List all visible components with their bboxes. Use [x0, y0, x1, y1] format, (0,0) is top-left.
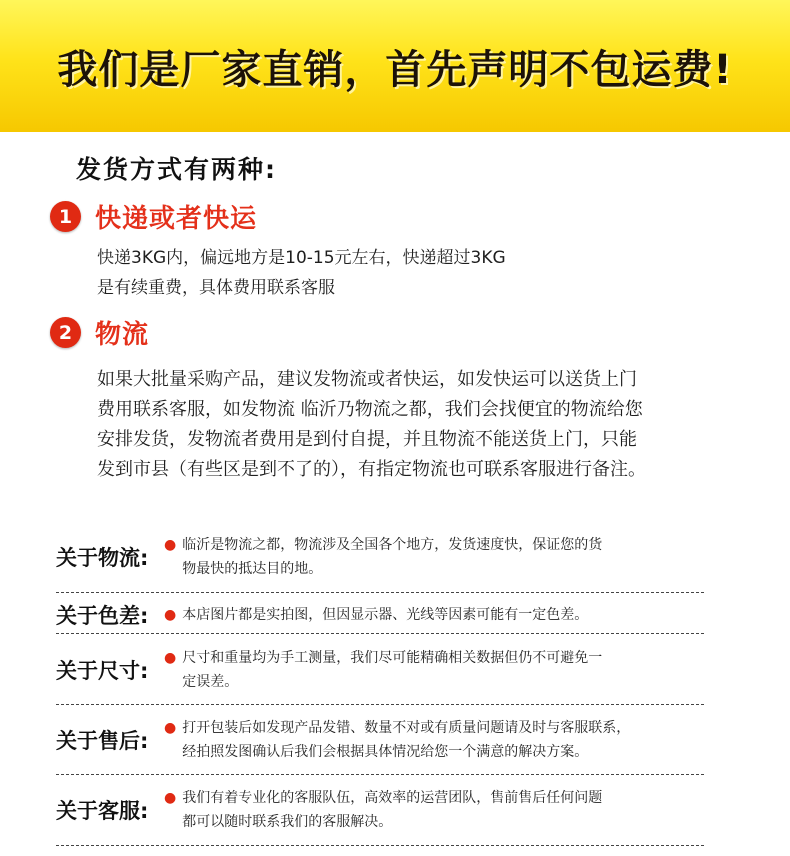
- note-line: 尺寸和重量均为手工测量，我们尽可能精确相关数据但仍不可避免一: [182, 650, 603, 666]
- note-label: 关于售后:: [56, 729, 149, 753]
- note-size: [56, 646, 706, 694]
- shipping-method-logistics: [50, 314, 646, 485]
- note-line: 物最快的抵达目的地。: [182, 561, 323, 577]
- note-after-sales: [56, 716, 706, 764]
- note-customer-service: [56, 786, 706, 834]
- note-line: 我们有着专业化的客服队伍，高效率的运营团队，售前售后任何问题: [182, 790, 603, 806]
- note-line: 定误差。: [182, 674, 239, 690]
- dashed-divider: [56, 845, 704, 846]
- note-text: [182, 603, 588, 627]
- note-line: 本店图片都是实拍图，但因显示器、光线等因素可能有一定色差。: [182, 607, 589, 623]
- note-label: 关于尺寸:: [56, 659, 149, 683]
- note-line: 临沂是物流之都，物流涉及全国各个地方，发货速度快，保证您的货: [182, 537, 603, 553]
- bullet-icon: ●: [164, 650, 177, 666]
- note-text: [182, 716, 630, 764]
- description-line: 费用联系客服，如发物流 临沂乃物流之都，我们会找便宜的物流给您: [97, 399, 643, 420]
- note-text: [182, 533, 602, 581]
- note-text: [182, 786, 602, 834]
- description-line: 快递3KG内，偏远地方是10-15元左右，快递超过3KG: [97, 248, 506, 268]
- shipping-methods-heading: 发货方式有两种:: [76, 155, 277, 184]
- method-header: [50, 314, 646, 351]
- shipping-method-express: [50, 198, 506, 303]
- note-body: [164, 603, 588, 627]
- note-body: [164, 786, 602, 834]
- bullet-icon: ●: [164, 720, 177, 736]
- note-body: [164, 646, 602, 694]
- description-line: 安排发货，发物流者费用是到付自提，并且物流不能送货上门，只能: [97, 429, 637, 450]
- method-title: 物流: [95, 320, 150, 350]
- method-header: [50, 198, 506, 235]
- description-line: 如果大批量采购产品，建议发物流或者快运，如发快运可以送货上门: [97, 369, 637, 390]
- number-badge-1: 1: [50, 201, 81, 232]
- note-line: 都可以随时联系我们的客服解决。: [182, 814, 393, 830]
- note-label: 关于色差:: [56, 604, 149, 628]
- description-line: 发到市县（有些区是到不了的），有指定物流也可联系客服进行备注。: [97, 459, 646, 480]
- bullet-icon: ●: [164, 790, 177, 806]
- bullet-icon: ●: [164, 537, 177, 553]
- note-label: 关于物流:: [56, 546, 149, 570]
- description-line: 是有续重费，具体费用联系客服: [97, 278, 335, 298]
- note-logistics: [56, 533, 706, 581]
- dashed-divider: [56, 704, 704, 705]
- note-line: 打开包装后如发现产品发错、数量不对或有质量问题请及时与客服联系，: [182, 720, 631, 736]
- method-title: 快递或者快运: [95, 204, 258, 234]
- note-label: 关于客服:: [56, 799, 149, 823]
- note-body: [164, 533, 602, 581]
- number-badge-2: 2: [50, 317, 81, 348]
- dashed-divider: [56, 774, 704, 775]
- method-description: [97, 243, 506, 303]
- method-description: [97, 365, 646, 485]
- bullet-icon: ●: [164, 607, 177, 623]
- dashed-divider: [56, 592, 704, 593]
- banner-title: 我们是厂家直销，首先声明不包运费!: [57, 46, 733, 93]
- note-color-difference: [56, 600, 706, 630]
- dashed-divider: [56, 633, 704, 634]
- note-line: 经拍照发图确认后我们会根据具体情况给您一个满意的解决方案。: [182, 744, 589, 760]
- note-text: [182, 646, 602, 694]
- shipping-notice-banner: [0, 0, 790, 132]
- note-body: [164, 716, 630, 764]
